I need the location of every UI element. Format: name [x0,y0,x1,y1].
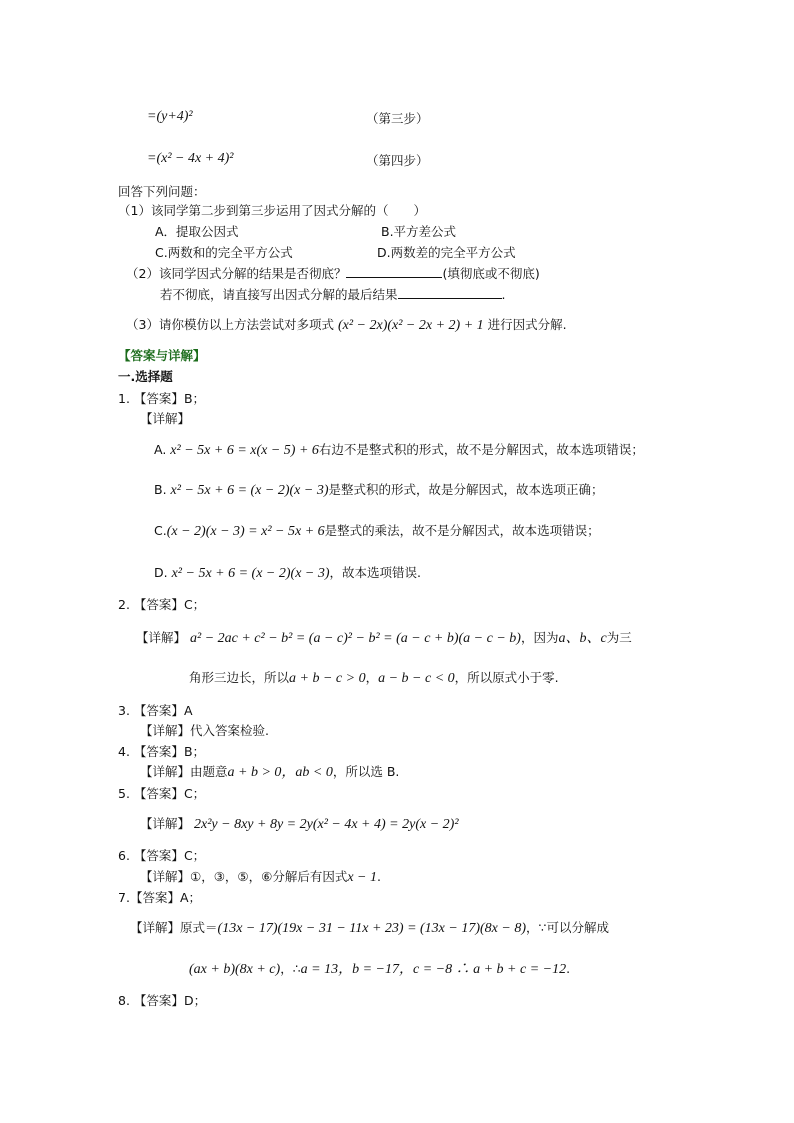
answer-3-num: 3. [118,703,130,718]
answer-5-detail-tag: 【详解】 [140,816,191,831]
q3-line [126,316,567,335]
answer-6-value: C； [183,848,206,863]
a7-expr3: a = 13，b = −17，c = −8 ∴ a + b + c = −12 [300,962,567,977]
q2-followup-line [160,286,506,304]
answer-1-detail-tag: 【详解】 [140,411,191,426]
a6-post: . [377,869,381,884]
q1-option-d: D.两数差的完全平方公式 [377,245,516,260]
answer-5-value: C； [183,786,206,801]
a7-pre: 原式＝ [180,920,218,935]
a6-pre: ①，③，⑤，⑥分解后有因式 [190,869,348,884]
answer-8-value: D； [183,993,207,1008]
a1-d-prefix: D. [154,565,168,580]
answer-4-detail [140,763,399,782]
a7-mid: ，∴ [280,961,301,976]
a1-d-text: ，故本选项错误. [329,565,422,580]
answer-3-value: A [183,703,193,718]
answer-1-num: 1. [118,391,130,406]
q2-answer-blank[interactable] [346,265,442,278]
a2-ineq2: a − b − c < 0 [378,671,455,686]
answer-6-detail-tag: 【详解】 [140,869,191,884]
q3-expr: (x² − 2x)(x² − 2x + 2) + 1 [337,318,484,333]
q2-final-blank[interactable] [398,286,502,299]
a1-a-text: 右边不是整式积的形式，故不是分解因式，故本选项错误； [318,442,644,457]
q1-stem: （1）该同学第二步到第三步运用了因式分解的（ ） [118,203,426,218]
step-three-expr: =(y+4)² [147,109,193,124]
a2-text2: 为三 [606,630,632,645]
answer-2-num: 2. [118,597,130,612]
answers-title: 【答案与详解】 [118,348,206,363]
q1-option-c: C.两数和的完全平方公式 [155,245,293,260]
questions-intro: 回答下列问题： [118,184,206,199]
answer-4-detail-tag: 【详解】 [140,764,191,779]
answer-3-tag: 【答案】 [133,703,184,718]
a1-a-prefix: A. [154,442,167,457]
q3-stem: （3）请你模仿以上方法尝试对多项式 [126,317,334,332]
answer-2-tag: 【答案】 [133,597,184,612]
a2-line2a: 角形三边长，所以 [189,670,290,685]
a2-line2b: ，所以原式小于零. [454,670,559,685]
answer-1-option-a [154,441,644,460]
answer-7-num: 7. [118,890,130,905]
answer-1 [118,390,205,408]
step-four-label: （第四步） [366,153,429,168]
answer-5-tag: 【答案】 [133,786,184,801]
a4-post: ，所以选 B. [332,764,400,779]
answer-3 [118,702,193,720]
q2-hint: (填彻底或不彻底) [442,266,540,281]
a5-expr: 2x²y − 8xy + 8y = 2y(x² − 4x + 4) = 2y(x − 2)² [194,817,459,832]
a1-c-prefix: C. [154,523,167,538]
answer-3-detail-tag: 【详解】 [140,723,191,738]
q2-stem: （2）该同学因式分解的结果是否彻底？ [126,266,347,281]
answer-1-option-c [154,522,600,541]
a2-text1: ，因为 [520,630,559,645]
step-four-expr: =(x² − 4x + 4)² [147,151,234,166]
answer-2-detail-tag: 【详解】 [136,630,187,645]
answer-7-value: A； [179,890,202,905]
answer-1-tag: 【答案】 [133,391,184,406]
answer-7 [118,889,201,907]
answer-6 [118,847,205,865]
q1-option-a: A．提取公因式 [155,224,239,239]
step-three-label: （第三步） [366,111,429,126]
answer-2-value: C； [183,597,206,612]
answer-8-num: 8. [118,993,130,1008]
answer-3-detail [140,722,269,740]
answer-1-option-d [154,564,421,583]
a3-text: 代入答案检验. [190,723,269,738]
answer-2-detail-cont [189,669,559,688]
q2-followup: 若不彻底，请直接写出因式分解的最后结果 [160,287,398,302]
answer-4 [118,743,205,761]
q2-line [126,265,540,283]
q2-end: . [501,287,506,302]
a2-vars: a、b、c [558,631,607,646]
a4-expr: a + b > 0，ab < 0 [227,765,333,780]
answer-2 [118,596,205,614]
answer-5 [118,785,205,803]
a6-expr: x − 1 [347,870,378,885]
a7-post: ，∵可以分解成 [526,920,609,935]
a2-ineq1: a + b − c > 0 [289,671,366,686]
answer-5-num: 5. [118,786,130,801]
answer-7-detail [130,919,609,938]
a1-b-text: 是整式积的形式，故是分解因式，故本选项正确； [328,482,604,497]
answer-6-detail [140,868,381,887]
a7-end: . [566,961,571,976]
a1-a-expr: x² − 5x + 6 = x(x − 5) + 6 [170,443,319,458]
answer-6-tag: 【答案】 [133,848,184,863]
a7-expr: (13x − 17)(19x − 31 − 11x + 23) = (13x − 17)(8x − 8) [217,921,526,936]
a1-b-prefix: B. [154,482,167,497]
a4-pre: 由题意 [190,764,228,779]
answer-2-detail [136,629,632,648]
answer-4-num: 4. [118,744,130,759]
answer-5-detail [140,815,459,834]
a1-b-expr: x² − 5x + 6 = (x − 2)(x − 3) [170,483,329,498]
a2-sep: ， [365,670,379,685]
answer-1-value: B； [183,391,206,406]
answer-8 [118,992,206,1010]
a2-expr: a² − 2ac + c² − b² = (a − c)² − b² = (a − c + b)(a − c − b) [190,631,521,646]
answer-7-detail-cont [189,960,570,979]
a1-c-expr: (x − 2)(x − 3) = x² − 5x + 6 [166,524,325,539]
a1-d-expr: x² − 5x + 6 = (x − 2)(x − 3) [171,566,330,581]
a1-c-text: 是整式的乘法，故不是分解因式，故本选项错误； [324,523,600,538]
answer-4-value: B； [183,744,206,759]
q3-tail: 进行因式分解. [487,317,567,332]
answer-1-option-b [154,481,604,500]
q1-option-b: B.平方差公式 [381,224,457,239]
answer-4-tag: 【答案】 [133,744,184,759]
answer-8-tag: 【答案】 [133,993,184,1008]
answer-7-tag: 【答案】 [129,890,180,905]
answer-7-detail-tag: 【详解】 [130,920,181,935]
a7-expr2: (ax + b)(8x + c) [189,962,281,977]
answer-6-num: 6. [118,848,130,863]
section-choice-title: 一.选择题 [118,369,173,384]
